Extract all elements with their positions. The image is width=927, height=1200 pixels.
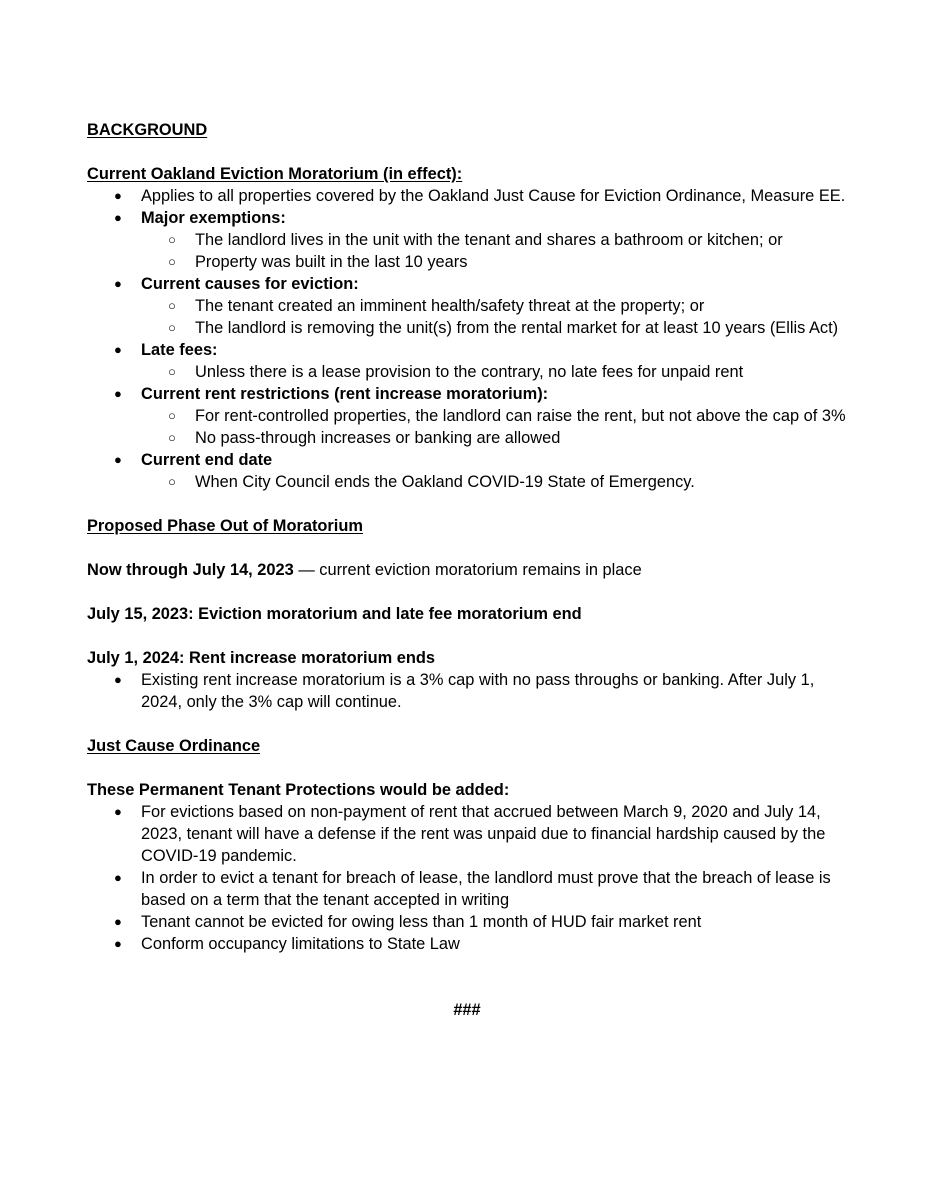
end-date-sublist xyxy=(141,471,847,493)
rent-restriction-text: For rent-controlled properties, the landlord can raise the rent, but not above the cap of 3% xyxy=(195,407,846,425)
spacer xyxy=(87,493,847,515)
spacer xyxy=(87,537,847,559)
hollow-bullet-icon: ○ xyxy=(168,232,176,247)
protection-text: Conform occupancy limitations to State Law xyxy=(141,935,460,953)
list-item xyxy=(87,911,847,933)
background-heading: BACKGROUND xyxy=(87,121,208,139)
bullet-icon: ● xyxy=(114,452,122,467)
bullet-icon: ● xyxy=(114,188,122,203)
hollow-bullet-icon: ○ xyxy=(168,298,176,313)
bullet-icon: ● xyxy=(114,936,122,951)
protections-list xyxy=(87,801,847,955)
end-date-text: When City Council ends the Oakland COVID-19 State of Emergency. xyxy=(195,473,695,491)
hollow-bullet-icon: ○ xyxy=(168,320,176,335)
bullet-icon: ● xyxy=(114,672,122,687)
list-item xyxy=(87,273,847,339)
list-item xyxy=(87,339,847,383)
now-through-text: — current eviction moratorium remains in place xyxy=(293,561,642,579)
document-page xyxy=(87,119,847,1021)
hollow-bullet-icon: ○ xyxy=(168,430,176,445)
july-2024-line: July 1, 2024: Rent increase moratorium ends xyxy=(87,649,435,667)
sublist-item xyxy=(141,251,847,273)
late-fees-label: Late fees: xyxy=(141,341,218,359)
current-moratorium-heading: Current Oakland Eviction Moratorium (in effect): xyxy=(87,165,463,183)
phase-out-heading: Proposed Phase Out of Moratorium xyxy=(87,517,363,535)
end-date-label: Current end date xyxy=(141,451,273,469)
cause-text: The landlord is removing the unit(s) from the rental market for at least 10 years (Ellis Act) xyxy=(195,319,839,337)
july-2024-list xyxy=(87,669,847,713)
list-item xyxy=(87,207,847,273)
just-cause-heading: Just Cause Ordinance xyxy=(87,737,261,755)
rent-restrictions-sublist xyxy=(141,405,847,449)
exemptions-label: Major exemptions: xyxy=(141,209,286,227)
bullet-icon: ● xyxy=(114,210,122,225)
spacer xyxy=(87,581,847,603)
spacer xyxy=(87,977,847,999)
now-through-date: Now through July 14, 2023 xyxy=(87,561,294,579)
hollow-bullet-icon: ○ xyxy=(168,474,176,489)
protection-text: For evictions based on non-payment of rent that accrued between March 9, 2020 and July 14, 2023, tenant will have a defense if the rent was unpaid due to financial hardship caused by the COVID-19 pandemic. xyxy=(141,803,826,865)
bullet-icon: ● xyxy=(114,870,122,885)
spacer xyxy=(87,625,847,647)
late-fees-text: Unless there is a lease provision to the contrary, no late fees for unpaid rent xyxy=(195,363,744,381)
protection-text: In order to evict a tenant for breach of lease, the landlord must prove that the breach of lease is based on a term that the tenant accepted in writing xyxy=(141,869,831,909)
sublist-item xyxy=(141,295,847,317)
july-2024-text: Existing rent increase moratorium is a 3% cap with no pass throughs or banking. After July 1, 2024, only the 3% cap will continue. xyxy=(141,671,815,711)
end-mark: ### xyxy=(453,1001,481,1019)
hollow-bullet-icon: ○ xyxy=(168,408,176,423)
rent-restrictions-label: Current rent restrictions (rent increase moratorium): xyxy=(141,385,549,403)
sublist-item xyxy=(141,317,847,339)
spacer xyxy=(87,713,847,735)
exemption-text: The landlord lives in the unit with the tenant and shares a bathroom or kitchen; or xyxy=(195,231,783,249)
list-item xyxy=(87,449,847,493)
sublist-item xyxy=(141,471,847,493)
bullet-icon: ● xyxy=(114,914,122,929)
list-item xyxy=(87,383,847,449)
causes-sublist xyxy=(141,295,847,339)
spacer xyxy=(87,757,847,779)
spacer xyxy=(87,141,847,163)
july-15-line: July 15, 2023: Eviction moratorium and late fee moratorium end xyxy=(87,605,582,623)
causes-label: Current causes for eviction: xyxy=(141,275,359,293)
protections-subheading: These Permanent Tenant Protections would be added: xyxy=(87,781,510,799)
sublist-item xyxy=(141,405,847,427)
rent-restriction-text: No pass-through increases or banking are allowed xyxy=(195,429,561,447)
bullet-icon: ● xyxy=(114,386,122,401)
late-fees-sublist xyxy=(141,361,847,383)
cause-text: The tenant created an imminent health/safety threat at the property; or xyxy=(195,297,705,315)
protection-text: Tenant cannot be evicted for owing less than 1 month of HUD fair market rent xyxy=(141,913,702,931)
list-item xyxy=(87,867,847,911)
hollow-bullet-icon: ○ xyxy=(168,254,176,269)
bullet-icon: ● xyxy=(114,276,122,291)
applies-text: Applies to all properties covered by the Oakland Just Cause for Eviction Ordinance, Measure EE. xyxy=(141,187,846,205)
current-moratorium-list xyxy=(87,185,847,493)
list-item xyxy=(87,185,847,207)
hollow-bullet-icon: ○ xyxy=(168,364,176,379)
bullet-icon: ● xyxy=(114,342,122,357)
sublist-item xyxy=(141,427,847,449)
spacer xyxy=(87,955,847,977)
sublist-item xyxy=(141,229,847,251)
bullet-icon: ● xyxy=(114,804,122,819)
sublist-item xyxy=(141,361,847,383)
list-item xyxy=(87,669,847,713)
exemption-text: Property was built in the last 10 years xyxy=(195,253,468,271)
list-item xyxy=(87,801,847,867)
now-through-line xyxy=(87,559,847,581)
list-item xyxy=(87,933,847,955)
exemptions-sublist xyxy=(141,229,847,273)
